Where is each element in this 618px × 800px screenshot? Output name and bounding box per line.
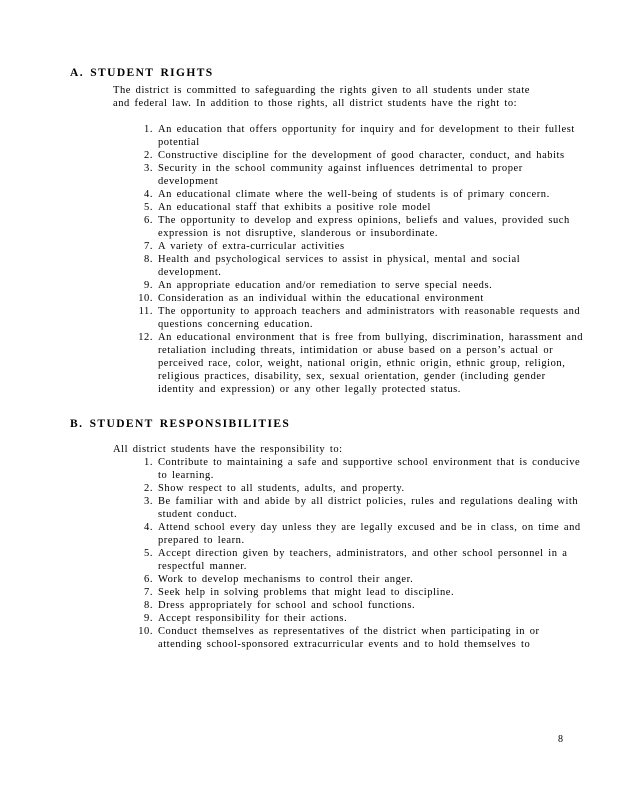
section-student-rights: [0, 0, 618, 396]
list-item: [135, 547, 590, 573]
list-item: [135, 253, 590, 279]
list-item-number: 1.: [144, 457, 153, 468]
list-item-text: An education that offers opportunity for inquiry and for development to their fullest potential: [158, 124, 575, 148]
list-item-number: 8.: [144, 254, 153, 265]
list-item-number: 4.: [144, 189, 153, 200]
list-item: [135, 625, 590, 651]
list-item-text: The opportunity to develop and express opinions, beliefs and values, provided such expression is not disruptive, slanderous or insubordinate.: [158, 215, 570, 239]
list-item-number: 10.: [138, 626, 153, 637]
list-item-number: 2.: [144, 483, 153, 494]
list-item-number: 5.: [144, 548, 153, 559]
list-item-number: 3.: [144, 496, 153, 507]
page-number: 8: [558, 734, 564, 745]
list-item-number: 3.: [144, 163, 153, 174]
list-item-number: 9.: [144, 280, 153, 291]
list-item-text: Show respect to all students, adults, and property.: [158, 483, 405, 494]
list-item-text: Conduct themselves as representatives of the district when participating in or attending school-sponsored extracurricular events and to hold themselves to: [158, 626, 540, 650]
list-item-text: Accept direction given by teachers, administrators, and other school personnel in a respectful manner.: [158, 548, 568, 572]
list-item-text: Attend school every day unless they are legally excused and be in class, on time and prepared to learn.: [158, 522, 581, 546]
list-item-number: 6.: [144, 574, 153, 585]
list-item-text: An educational environment that is free from bullying, discrimination, harassment and retaliation including threats, intimidation or abuse based on a person’s actual or perceived race, color, weight, national origin, ethnic origin, ethnic group, religion, religious practices, disability, sex, sexual orientation, gender (including gender identity and expression) or any other legally protected status.: [158, 332, 584, 395]
list-item: [135, 305, 590, 331]
list-item: [135, 214, 590, 240]
list-item: [135, 279, 590, 292]
list-item: [135, 149, 590, 162]
list-item-number: 7.: [144, 241, 153, 252]
list-item: [135, 201, 590, 214]
list-item: [135, 599, 590, 612]
list-item-text: Constructive discipline for the development of good character, conduct, and habits: [158, 150, 565, 161]
list-item-number: 10.: [138, 293, 153, 304]
list-item-number: 8.: [144, 600, 153, 611]
list-item: [135, 586, 590, 599]
list-item-text: Contribute to maintaining a safe and supportive school environment that is conducive to learning.: [158, 457, 581, 481]
list-item-text: Dress appropriately for school and school functions.: [158, 600, 416, 611]
list-item-number: 2.: [144, 150, 153, 161]
list-item: [135, 240, 590, 253]
section-student-responsibilities: [0, 418, 618, 651]
list-item-number: 4.: [144, 522, 153, 533]
list-item-text: Accept responsibility for their actions.: [158, 613, 348, 624]
list-item: [135, 188, 590, 201]
list-item-number: 6.: [144, 215, 153, 226]
list-item-number: 11.: [138, 306, 153, 317]
list-item-text: Consideration as an individual within the educational environment: [158, 293, 484, 304]
list-item: [135, 162, 590, 188]
list-item-text: An appropriate education and/or remediation to serve special needs.: [158, 280, 493, 291]
section-b-list: [135, 456, 590, 651]
list-item-text: An educational staff that exhibits a positive role model: [158, 202, 431, 213]
list-item: [135, 292, 590, 305]
list-item-text: The opportunity to approach teachers and administrators with reasonable requests and questions concerning education.: [158, 306, 581, 330]
list-item: [135, 123, 590, 149]
list-item: [135, 612, 590, 625]
list-item: [135, 331, 590, 396]
section-b-heading: B. STUDENT RESPONSIBILITIES: [70, 418, 291, 430]
list-item-number: 7.: [144, 587, 153, 598]
list-item: [135, 482, 590, 495]
section-b-intro: All district students have the responsibility to:: [113, 444, 343, 455]
list-item-text: An educational climate where the well-being of students is of primary concern.: [158, 189, 550, 200]
list-item: [135, 495, 590, 521]
list-item-text: Health and psychological services to assist in physical, mental and social development.: [158, 254, 521, 278]
list-item-text: Work to develop mechanisms to control their anger.: [158, 574, 414, 585]
list-item-number: 5.: [144, 202, 153, 213]
list-item-number: 9.: [144, 613, 153, 624]
list-item-text: A variety of extra-curricular activities: [158, 241, 345, 252]
section-a-list: [135, 123, 590, 396]
section-a-intro: The district is committed to safeguarding the rights given to all students under state and federal law. In addition to those rights, all district students have the right to:: [113, 85, 531, 109]
list-item-text: Seek help in solving problems that might lead to discipline.: [158, 587, 455, 598]
list-item-number: 1.: [144, 124, 153, 135]
list-item: [135, 456, 590, 482]
list-item: [135, 573, 590, 586]
section-a-heading: A. STUDENT RIGHTS: [70, 67, 214, 79]
list-item-text: Security in the school community against influences detrimental to proper development: [158, 163, 523, 187]
list-item-text: Be familiar with and abide by all district policies, rules and regulations dealing with student conduct.: [158, 496, 579, 520]
list-item: [135, 521, 590, 547]
list-item-number: 12.: [138, 332, 153, 343]
